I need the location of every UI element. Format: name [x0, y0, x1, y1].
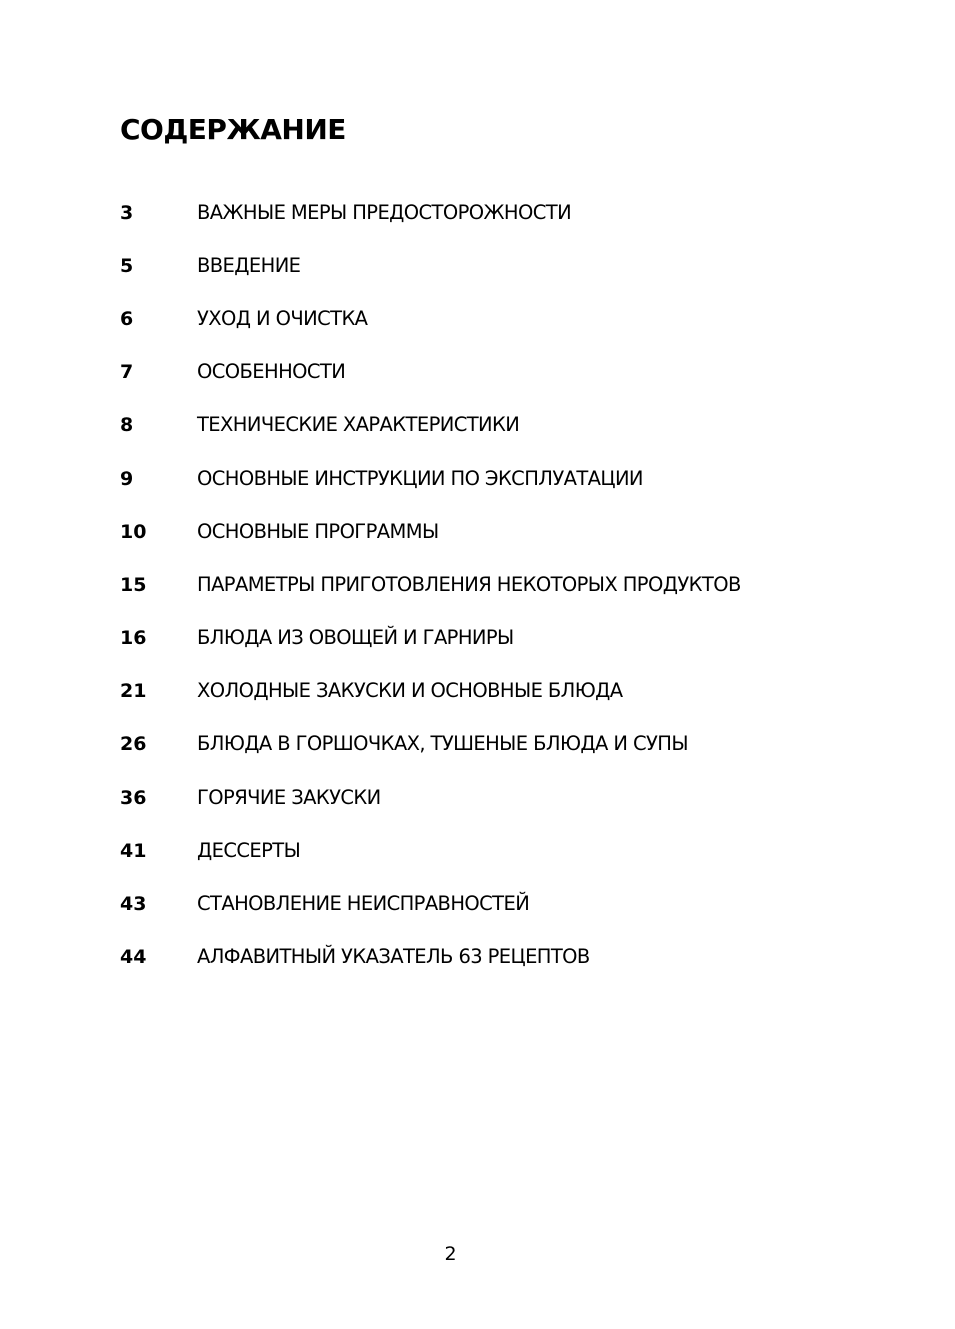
- toc-page-number: 44: [120, 946, 147, 969]
- toc-section-title: УХОД И ОЧИСТКА: [197, 306, 368, 330]
- toc-entry: [120, 931, 880, 984]
- toc-section-title: БЛЮДА ИЗ ОВОЩЕЙ И ГАРНИРЫ: [197, 626, 514, 650]
- page-title: СОДЕРЖАНИЕ: [120, 113, 346, 146]
- toc-section-title: ВАЖНЫЕ МЕРЫ ПРЕДОСТОРОЖНОСТИ: [197, 200, 572, 224]
- toc-page-number: 5: [120, 254, 134, 277]
- toc-page-number: 41: [120, 839, 147, 862]
- toc-page-number: 8: [120, 414, 134, 437]
- toc-page-number: 10: [120, 520, 147, 543]
- toc-page-number: 15: [120, 573, 147, 596]
- toc-entry: [120, 186, 880, 239]
- toc-page-number: 43: [120, 893, 147, 916]
- toc-entry: [120, 558, 880, 611]
- toc-page-number: 16: [120, 627, 147, 650]
- toc-page-number: 9: [120, 467, 134, 490]
- toc-entry: [120, 877, 880, 930]
- toc-section-title: СТАНОВЛЕНИЕ НЕИСПРАВНОСТЕЙ: [197, 892, 530, 916]
- toc-entry: [120, 292, 880, 345]
- toc-page-number: 36: [120, 786, 147, 809]
- toc-entry: [120, 239, 880, 292]
- toc-section-title: ПАРАМЕТРЫ ПРИГОТОВЛЕНИЯ НЕКОТОРЫХ ПРОДУКТОВ: [197, 572, 741, 596]
- toc-page-number: 7: [120, 361, 134, 384]
- toc-page-number: 6: [120, 307, 134, 330]
- toc-entry: [120, 824, 880, 877]
- toc-section-title: ОСНОВНЫЕ ИНСТРУКЦИИ ПО ЭКСПЛУАТАЦИИ: [197, 466, 643, 490]
- toc-entry: [120, 718, 880, 771]
- toc-entry: [120, 505, 880, 558]
- toc-section-title: АЛФАВИТНЫЙ УКАЗАТЕЛЬ 63 РЕЦЕПТОВ: [197, 945, 590, 969]
- toc-section-title: БЛЮДА В ГОРШОЧКАХ, ТУШЕНЫЕ БЛЮДА И СУПЫ: [197, 732, 688, 756]
- table-of-contents: [120, 186, 880, 984]
- toc-entry: [120, 612, 880, 665]
- toc-section-title: ДЕССЕРТЫ: [197, 838, 301, 862]
- toc-section-title: ТЕХНИЧЕСКИЕ ХАРАКТЕРИСТИКИ: [197, 413, 520, 437]
- page-number: 2: [444, 1243, 457, 1265]
- toc-section-title: ВВЕДЕНИЕ: [197, 253, 301, 277]
- toc-entry: [120, 771, 880, 824]
- toc-section-title: ГОРЯЧИЕ ЗАКУСКИ: [197, 785, 381, 809]
- toc-entry: [120, 399, 880, 452]
- toc-section-title: ОСНОВНЫЕ ПРОГРАММЫ: [197, 519, 439, 543]
- toc-entry: [120, 452, 880, 505]
- toc-page-number: 26: [120, 733, 147, 756]
- toc-page-number: 21: [120, 680, 147, 703]
- toc-entry: [120, 346, 880, 399]
- toc-section-title: ХОЛОДНЫЕ ЗАКУСКИ И ОСНОВНЫЕ БЛЮДА: [197, 679, 623, 703]
- toc-entry: [120, 665, 880, 718]
- toc-page-number: 3: [120, 201, 134, 224]
- toc-section-title: ОСОБЕННОСТИ: [197, 360, 346, 384]
